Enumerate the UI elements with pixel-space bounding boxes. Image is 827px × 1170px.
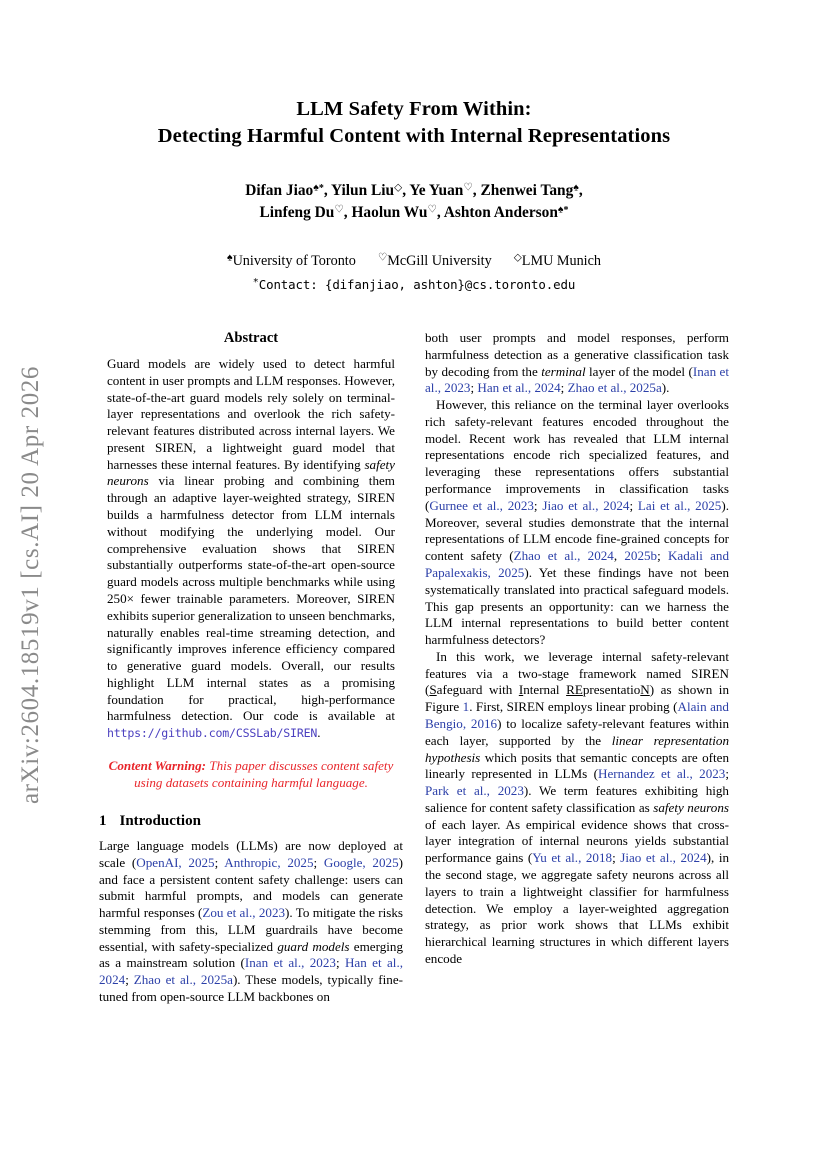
- section-number: 1: [99, 813, 107, 830]
- citation-inan-2023[interactable]: Inan et al., 2023: [425, 363, 729, 396]
- acronym-letter-s: S: [429, 682, 437, 698]
- right3-text-m: ), in the second stage, we aggregate safety neurons across all layers to train a lightweight classifier for harmfulness detection. We employ a layer-weighted aggregation strategy, as prior work shows that LLMs exhibit hierarchical learning structures in which different layers encode: [425, 850, 730, 966]
- right2-text-g: ). Yet these findings have not been systematically translated into practical safeguard models. This gap presents an opportunity: can we harness the LLM internal representations to build better content harmfulness detectors?: [425, 564, 729, 648]
- author-linfeng-du: Linfeng Du: [259, 203, 335, 221]
- abstract-body: [99, 356, 403, 742]
- intro-sep-3: ;: [335, 955, 345, 971]
- right3-text-a: In this work, we leverage internal safety-relevant features via a two-stage framework named SIREN (: [425, 648, 729, 698]
- citation-zhao-2025a[interactable]: Zhao et al., 2025a: [567, 380, 662, 396]
- figure-reference-1[interactable]: 1: [462, 699, 470, 715]
- citation-zhao-2025a[interactable]: Zhao et al., 2025a: [133, 972, 233, 988]
- acronym-letter-i: I: [518, 682, 524, 698]
- diamond-symbol-icon: ◇: [513, 252, 522, 264]
- abstract-text-a: Guard models are widely used to detect harmful content in user prompts and LLM responses. However, state-of-the-art guard models rely solely on terminal-layer representations and overlook the rich safety-relevant features distributed across internal layers. We present SIREN, a lightweight guard model that harnesses these internal features. By identifying: [107, 356, 395, 472]
- author-zhenwei-tang: , Zhenwei Tang: [472, 182, 574, 200]
- section-title: Introduction: [119, 813, 201, 830]
- right-paragraph-3: [425, 649, 729, 968]
- citation-han-2024[interactable]: Han et al., 2024: [99, 955, 403, 988]
- right3-text-j: ). We term features exhibiting high salience for content safety classification as: [425, 783, 729, 815]
- author-list: [99, 180, 729, 224]
- citation-yu-2018[interactable]: Yu et al., 2018: [532, 850, 613, 866]
- right3-text-b: afeguard with: [436, 682, 519, 698]
- title-line-2: Detecting Harmful Content with Internal Representations: [157, 125, 671, 148]
- abstract-term-safety-neurons: safety neurons: [107, 456, 395, 489]
- spade-symbol-icon: ♠: [226, 252, 233, 264]
- contact-line: [99, 276, 729, 294]
- right-column: [425, 330, 729, 1006]
- right-paragraph-1: [425, 330, 729, 397]
- diamond-symbol-icon: ◇: [394, 182, 403, 194]
- right3-text-c: nternal: [523, 682, 567, 698]
- author-difan-jiao: Difan Jiao: [245, 182, 314, 200]
- spade-symbol-icon: ♠: [573, 182, 579, 194]
- right-text-b: layer of the model (: [585, 363, 693, 379]
- spade-symbol-icon: ♠: [557, 204, 564, 216]
- citation-alain-bengio-2016[interactable]: Alain and Bengio, 2016: [425, 699, 729, 731]
- affiliation-lmu: [514, 253, 601, 269]
- author-ashton-anderson: , Ashton Anderson: [436, 203, 558, 221]
- content-warning: [99, 757, 403, 791]
- citation-zhao-2025b[interactable]: 2025b: [624, 548, 658, 564]
- page-title: [99, 96, 729, 150]
- abstract-heading: Abstract: [223, 330, 279, 347]
- citation-zhao-2024[interactable]: Zhao et al., 2024: [513, 548, 614, 564]
- asterisk-symbol-icon: *: [563, 204, 569, 216]
- intro-sep-4: ;: [125, 972, 134, 988]
- acronym-letter-n: N: [640, 682, 650, 698]
- right2-text-a: However, this reliance on the terminal layer overlooks rich safety-relevant features encoded throughout the model. Recent work has revealed that LLM internal representations encode rich specialized features, and leveraging these representations offers substantial performance improvements in classification tasks (: [425, 397, 729, 513]
- intro-sep-1: ;: [214, 854, 225, 870]
- right3-text-d: presentatio: [582, 682, 641, 698]
- author-yilun-liu: , Yilun Liu: [323, 182, 395, 200]
- right3-text-e: ) as shown in Figure: [425, 682, 729, 715]
- citation-gurnee-2023[interactable]: Gurnee et al., 2023: [429, 497, 534, 513]
- abstract-text-d: .: [317, 725, 321, 741]
- intro-text-d: ) and face a persistent content safety challenge: users can submit harmful prompts, and models can generate harmful responses (: [99, 854, 403, 921]
- right2-sep-1: ;: [533, 497, 543, 513]
- citation-inan-2023[interactable]: Inan et al., 2023: [244, 955, 336, 971]
- two-column-body: [99, 330, 729, 1006]
- intro-text-a: Large language models (LLMs) are now deployed at scale (: [99, 838, 403, 870]
- right3-term-linear-representation-hypothesis: linear representation hypothesis: [425, 732, 729, 765]
- title-line-1: LLM Safety From Within:: [296, 98, 532, 120]
- citation-jiao-2024[interactable]: Jiao et al., 2024: [542, 497, 630, 513]
- spade-symbol-icon: ♠: [313, 182, 319, 194]
- code-repository-link[interactable]: https://github.com/CSSLab/SIREN: [107, 726, 318, 741]
- right2-sep-3: ,: [613, 548, 625, 564]
- affiliation-toronto-label: University of Toronto: [232, 253, 356, 270]
- affiliation-line: [99, 251, 729, 272]
- right2-text-d: ). Moreover, several studies demonstrate that the internal representations of LLM encode fine-grained concepts for content safety (: [425, 497, 729, 564]
- right3-text-g: ) to localize safety-relevant features within each layer, supported by the: [425, 715, 730, 748]
- right2-sep-2: ;: [629, 497, 638, 513]
- intro-text-e: ). To mitigate the risks stemming from this, LLM guardrails have become essential, with safety-specialized: [99, 905, 403, 954]
- citation-park-2023[interactable]: Park et al., 2023: [425, 783, 524, 799]
- citation-han-2024[interactable]: Han et al., 2024: [477, 380, 561, 396]
- paper-content: [99, 96, 729, 1006]
- right2-sep-4: ;: [657, 548, 668, 564]
- right3-sep-1: ;: [725, 766, 729, 782]
- affiliation-mcgill-label: McGill University: [387, 253, 492, 270]
- author-haolun-wu: , Haolun Wu: [343, 203, 428, 221]
- citation-anthropic-2025[interactable]: Anthropic, 2025: [224, 854, 314, 870]
- content-warning-text: This paper discusses content safety using datasets containing harmful language.: [134, 757, 394, 790]
- author-row-1: [99, 180, 729, 202]
- author-row-2: [99, 202, 729, 224]
- right3-text-h: which posits that semantic concepts are often linearly represented in LLMs (: [425, 749, 729, 782]
- affiliation-block: [99, 251, 729, 294]
- intro-text-i: ). These models, typically fine-tuned from open-source LLM backbones on: [99, 972, 403, 1005]
- citation-openai-2025[interactable]: OpenAI, 2025: [136, 854, 215, 870]
- author-row-1-comma: ,: [578, 182, 583, 200]
- arxiv-watermark-text: arXiv:2604.18519v1 [cs.AI] 20 Apr 2026: [17, 365, 44, 805]
- right3-sep-2: ;: [612, 850, 621, 866]
- asterisk-symbol-icon: *: [252, 276, 259, 288]
- right-sep-1: ;: [470, 380, 478, 396]
- content-warning-label: Content Warning:: [108, 757, 207, 773]
- citation-lai-2025[interactable]: Lai et al., 2025: [637, 497, 722, 513]
- right-term-terminal: terminal: [541, 363, 586, 379]
- right-sep-2: ;: [560, 380, 568, 396]
- heart-symbol-icon: ♡: [334, 204, 344, 216]
- right-paragraph-2: [425, 397, 729, 649]
- right3-text-k: of each layer. As empirical evidence shows that cross-layer integration of internal neurons yields substantial performance gains (: [425, 816, 729, 866]
- acronym-letters-re: RE: [566, 682, 583, 698]
- intro-paragraph-1: [99, 838, 403, 1006]
- affiliation-toronto: [227, 253, 356, 269]
- affiliation-mcgill: [378, 253, 492, 269]
- right-text-e: ).: [661, 380, 670, 396]
- right3-term-safety-neurons: safety neurons: [653, 799, 729, 815]
- intro-sep-2: ;: [313, 854, 324, 870]
- left-column: [99, 330, 403, 1006]
- abstract-param-reduction: 250×: [107, 590, 135, 606]
- intro-term-guard-models: guard models: [277, 938, 350, 954]
- abstract-paragraph: [107, 356, 395, 742]
- right-text-a: both user prompts and model responses, perform harmfulness detection as a generative classification task by decoding from the: [425, 330, 729, 379]
- citation-zou-2023[interactable]: Zou et al., 2023: [202, 905, 286, 921]
- citation-kadali-papalexakis-2025[interactable]: Kadali and Papalexakis, 2025: [425, 548, 729, 580]
- affiliation-lmu-label: LMU Munich: [521, 253, 601, 270]
- author-ye-yuan: , Ye Yuan: [402, 182, 464, 200]
- intro-text-f: emerging as a mainstream solution (: [99, 938, 404, 971]
- citation-google-2025[interactable]: Google, 2025: [323, 854, 399, 870]
- heart-symbol-icon: ♡: [427, 204, 437, 216]
- section-heading-introduction: [99, 813, 403, 830]
- heart-symbol-icon: ♡: [377, 252, 388, 264]
- asterisk-symbol-icon: *: [318, 182, 324, 194]
- right3-text-f: . First, SIREN employs linear probing (: [469, 699, 678, 715]
- citation-jiao-2024[interactable]: Jiao et al., 2024: [620, 850, 707, 866]
- abstract-text-b: via linear probing and combining them through an adaptive layer-weighted strategy, SIREN builds a harmfulness detector from LLM internals without modifying the underlying model. Our comprehensive evaluation shows that SIREN substantially outperforms state-of-the-art open-source guard models across multiple benchmarks while using: [107, 473, 395, 590]
- contact-email: Contact: {difanjiao, ashton}@cs.toronto.edu: [258, 277, 576, 293]
- abstract-text-c: fewer trainable parameters. Moreover, SIREN exhibits superior generalization to unseen benchmarks, naturally enables real-time streaming detection, and significantly improves inference efficiency compared to generative guard models. Overall, our results highlight LLM internal states as a promising foundation for practical, high-performance harmfulness detection. Our code is available at: [107, 590, 395, 724]
- citation-hernandez-2023[interactable]: Hernandez et al., 2023: [597, 766, 726, 782]
- heart-symbol-icon: ♡: [463, 182, 473, 194]
